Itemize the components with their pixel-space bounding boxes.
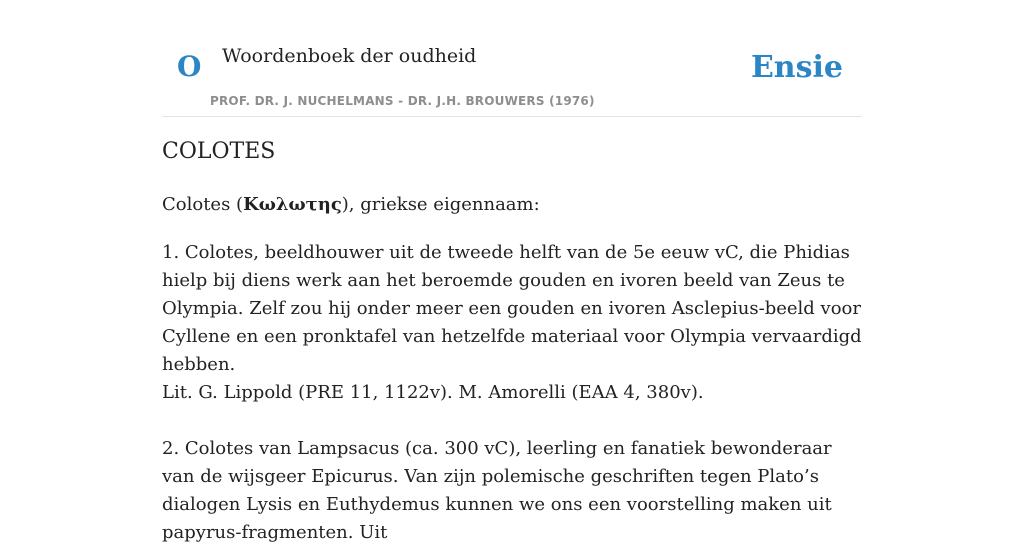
intro-suffix: ), griekse eigennaam:: [341, 194, 540, 215]
book-title-link[interactable]: Woordenboek der oudheid: [222, 45, 477, 67]
article-container: [162, 0, 862, 543]
entry-paragraph-1: 1. Colotes, beeldhouwer uit de tweede helft van de 5e eeuw vC, die Phidias hielp bij diens werk aan het beroemde gouden en ivoren beeld van Zeus te Olympia. Zelf zou hij onder meer een gouden en ivoren Asclepius-beeld voor Cyllene en een pronktafel van hetzelfde materiaal voor Olympia vervaardigd hebben.: [162, 242, 862, 375]
intro-prefix: Colotes (: [162, 194, 244, 215]
entry-intro: [162, 191, 540, 219]
authors-line: PROF. DR. J. NUCHELMANS - DR. J.H. BROUWERS (1976): [210, 94, 595, 108]
entry-title: COLOTES: [162, 139, 276, 164]
ensie-logo-link[interactable]: Ensie: [750, 50, 843, 85]
greek-name: Κωλωτης: [243, 194, 342, 215]
index-letter-link[interactable]: O: [177, 50, 202, 83]
entry-paragraph-literature: Lit. G. Lippold (PRE 11, 1122v). M. Amorelli (EAA 4, 380v).: [162, 382, 704, 403]
entry-paragraph-2: 2. Colotes van Lampsacus (ca. 300 vC), leerling en fanatiek bewonderaar van de wijsgeer Epicurus. Van zijn polemische geschriften tegen Plato’s dialogen Lysis en Euthydemus kunnen we ons een voorstelling maken uit papyrus-fragmenten. Uit: [162, 438, 832, 543]
page-header: [162, 0, 862, 117]
